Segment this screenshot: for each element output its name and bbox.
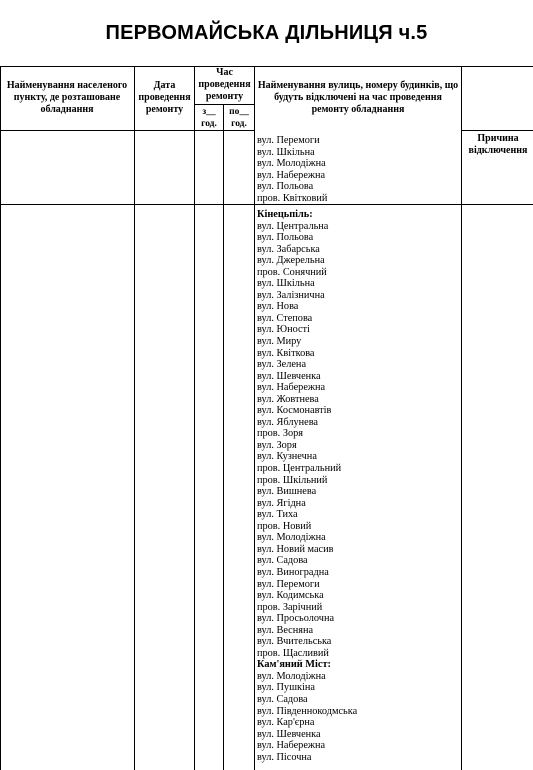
street-item: пров. Сонячний (257, 266, 327, 278)
street-item: вул. Набережна (257, 740, 326, 752)
street-item: вул. Шевченка (257, 728, 321, 740)
settlement-heading: Кінецьпіль: (257, 209, 313, 220)
street-item: вул. Молодіжна (257, 158, 326, 170)
street-item: вул. Миру (257, 336, 302, 348)
street-item: вул. Кузнечна (257, 451, 317, 463)
street-item: пров. Шкільний (257, 474, 328, 486)
street-item: пров. Центральний (257, 463, 342, 475)
street-item: вул. Квіткова (257, 347, 315, 359)
street-item: вул. Зоря (257, 439, 297, 451)
street-item: вул. Пушкіна (257, 682, 315, 694)
street-item: вул. Юності (257, 324, 310, 336)
settlement-heading: Кам'яний Міст: (257, 659, 331, 671)
time-subheader-divider (194, 104, 254, 105)
street-item: вул. Жовтнева (257, 393, 319, 405)
header-settlement: Найменування населеного пункту, де розташоване обладнання (6, 80, 128, 115)
street-item: вул. Вишнева (257, 486, 317, 498)
street-item: вул. Набережна (257, 382, 326, 394)
street-item: вул. Нова (257, 301, 299, 313)
street-item: вул. Пісочна (257, 751, 312, 763)
header-time: Час проведення ремонту (198, 67, 251, 102)
header-streets: Найменування вулиць, номеру будинків, що будуть відключені на час проведення ремонту обладнання (257, 80, 459, 115)
col-border-settlement (134, 66, 135, 770)
header-bottom-border-right (461, 130, 533, 131)
street-item: вул. Залізнична (257, 289, 325, 301)
street-item: пров. Зарічний (257, 601, 323, 613)
street-item: вул. Кар'єрна (257, 717, 315, 729)
street-item: вул. Шкільна (257, 146, 315, 158)
street-item: вул. Просьолочна (257, 613, 335, 625)
street-item: вул. Кодимська (257, 590, 324, 602)
street-item: вул. Центральна (257, 220, 329, 232)
street-item: вул. Новий масив (257, 543, 334, 555)
street-item: вул. Молодіжна (257, 670, 326, 682)
street-item: пров. Квітковий (257, 192, 328, 204)
street-item: вул. Польова (257, 181, 314, 193)
street-item: вул. Перемоги (257, 135, 320, 146)
header-reason: Причина відключення (468, 133, 528, 156)
street-item: вул. Польова (257, 232, 314, 244)
street-item: вул. Джерельна (257, 255, 325, 267)
street-item: вул. Набережна (257, 169, 326, 181)
street-item: вул. Яблунева (257, 416, 319, 428)
street-item: вул. Ягідна (257, 497, 306, 509)
table-top-border (0, 66, 533, 67)
street-item: вул. Виноградна (257, 566, 329, 578)
street-item: вул. Тиха (257, 509, 298, 521)
street-item: пров. Новий (257, 520, 312, 532)
header-time-to: по__ год. (229, 107, 249, 129)
row2-streets-cell (257, 209, 357, 763)
col-border-left (0, 66, 1, 770)
header-date: Дата проведення ремонту (138, 80, 191, 115)
page-title: ПЕРВОМАЙСЬКА ДІЛЬНИЦЯ ч.5 (105, 22, 428, 44)
row1-streets-cell (257, 135, 327, 204)
street-item: вул. Весняна (257, 624, 314, 636)
street-item: пров. Щасливий (257, 647, 329, 659)
col-border-time-from (223, 104, 224, 770)
street-item: вул. Шевченка (257, 370, 321, 382)
street-item: вул. Космонавтів (257, 405, 332, 417)
street-item: вул. Зелена (257, 359, 307, 371)
street-item: вул. Південнокодмська (257, 705, 358, 717)
col-border-streets (461, 66, 462, 770)
street-item: вул. Вчительська (257, 636, 332, 648)
street-item: пров. Зоря (257, 428, 304, 440)
street-item: вул. Забарська (257, 243, 320, 255)
col-border-date (194, 66, 195, 770)
header-bottom-border-left (0, 130, 254, 131)
header-time-from: з__ год. (201, 107, 217, 129)
street-item: вул. Перемоги (257, 578, 320, 590)
street-item: вул. Степова (257, 312, 313, 324)
street-item: вул. Садова (257, 555, 308, 567)
street-item: вул. Садова (257, 693, 308, 705)
street-item: вул. Молодіжна (257, 532, 326, 544)
street-item: вул. Шкільна (257, 278, 315, 290)
col-border-time (254, 66, 255, 770)
